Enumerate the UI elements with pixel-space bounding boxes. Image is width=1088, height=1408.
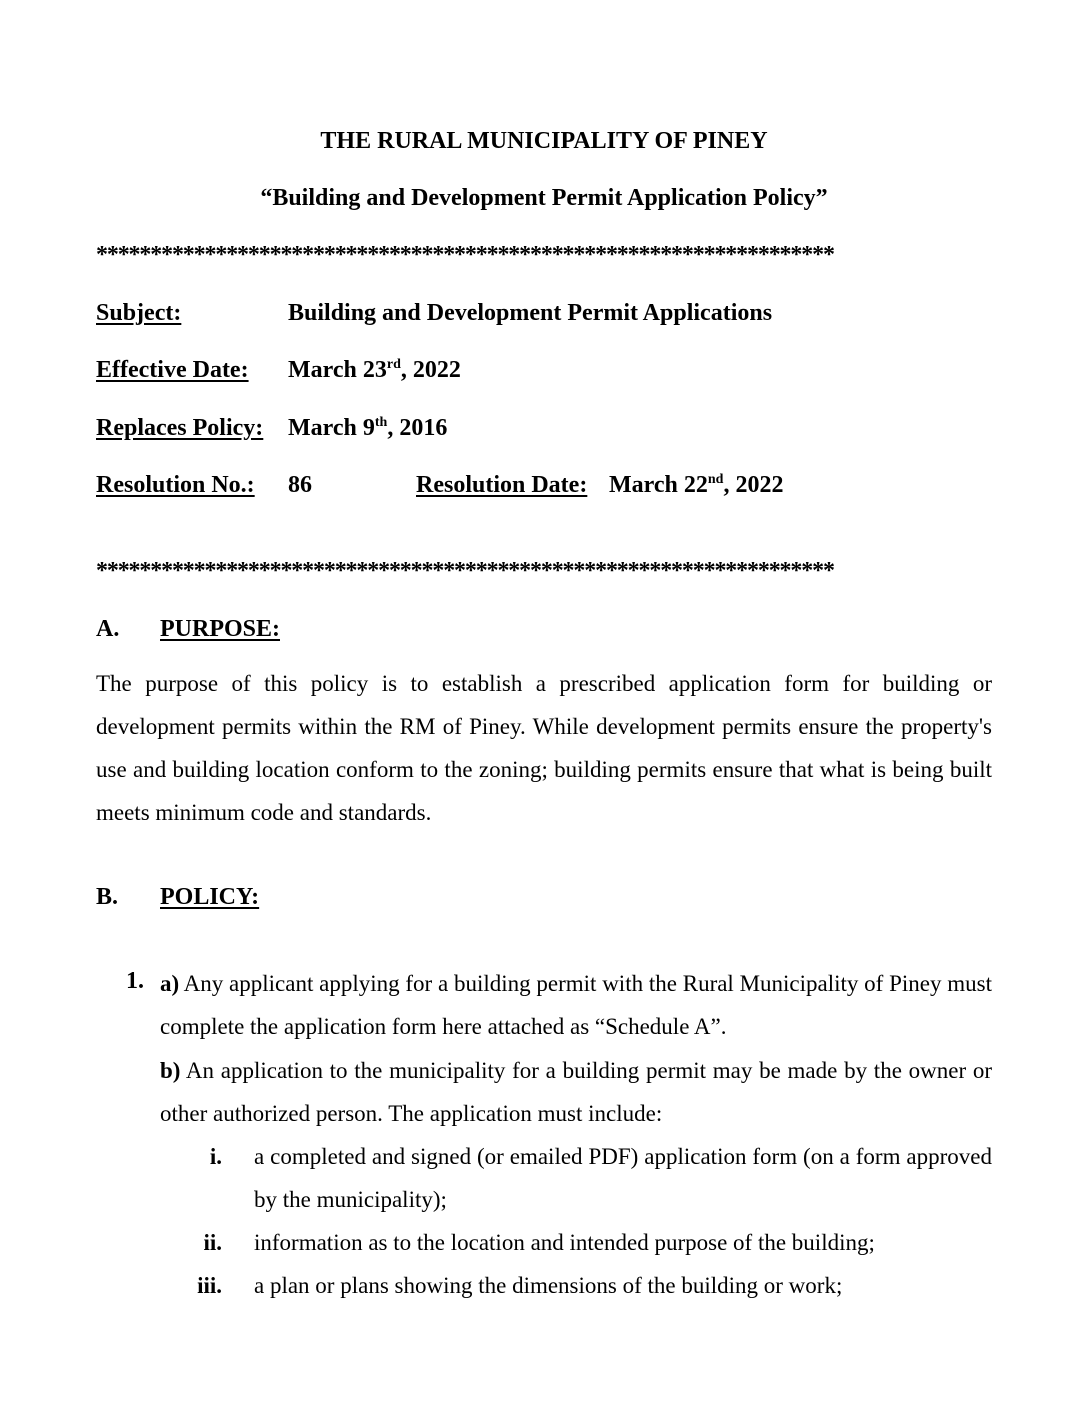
subject-value: Building and Development Permit Applications: [288, 300, 773, 326]
resolution-no-value: 86: [288, 472, 312, 498]
item-1a-paragraph: a) Any applicant applying for a building permit with the Rural Municipality of Piney must complete the application form here attached as “Schedule A”.: [160, 971, 992, 1039]
subitem-ii-number: ii.: [203, 1230, 222, 1255]
purpose-paragraph: The purpose of this policy is to establish a prescribed application form for building or development permits within the RM of Piney. While development permits ensure the property's use and building location conform to the zoning; building permits ensure that what is being built meets minimum code and standards.: [96, 671, 992, 825]
subitem-i-number: i.: [209, 1144, 222, 1169]
subitem-iii-number: iii.: [197, 1273, 222, 1298]
resolution-no-label: Resolution No.:: [96, 472, 255, 498]
subject-label: Subject:: [96, 300, 182, 326]
subitem-iii-text: a plan or plans showing the dimensions of the building or work;: [254, 1273, 843, 1298]
section-b-letter: B.: [96, 884, 119, 910]
subitem-ii-text: information as to the location and intended purpose of the building;: [254, 1230, 875, 1255]
page-title: THE RURAL MUNICIPALITY OF PINEY: [320, 128, 768, 154]
resolution-date-label: Resolution Date:: [416, 472, 588, 498]
section-a-letter: A.: [96, 616, 120, 642]
replaces-policy-label: Replaces Policy:: [96, 415, 264, 441]
subitem-i-text: a completed and signed (or emailed PDF) application form (on a form approved by the municipality);: [254, 1144, 992, 1212]
replaces-policy-value: March 9th, 2016: [288, 415, 448, 441]
policy-title: “Building and Development Permit Application Policy”: [260, 185, 828, 211]
section-b-heading: POLICY:: [160, 884, 260, 910]
divider-top: ********************************************************************: [96, 242, 834, 268]
effective-date-label: Effective Date:: [96, 357, 249, 383]
resolution-date-value: March 22nd, 2022: [609, 472, 784, 498]
item-1-number: 1.: [126, 968, 144, 994]
item-1b-paragraph: b) An application to the municipality for a building permit may be made by the owner or other authorized person. The application must include:: [160, 1058, 992, 1126]
effective-date-value: March 23rd, 2022: [288, 357, 461, 383]
divider-bottom: ********************************************************************: [96, 558, 834, 584]
section-a-heading: PURPOSE:: [160, 616, 280, 642]
